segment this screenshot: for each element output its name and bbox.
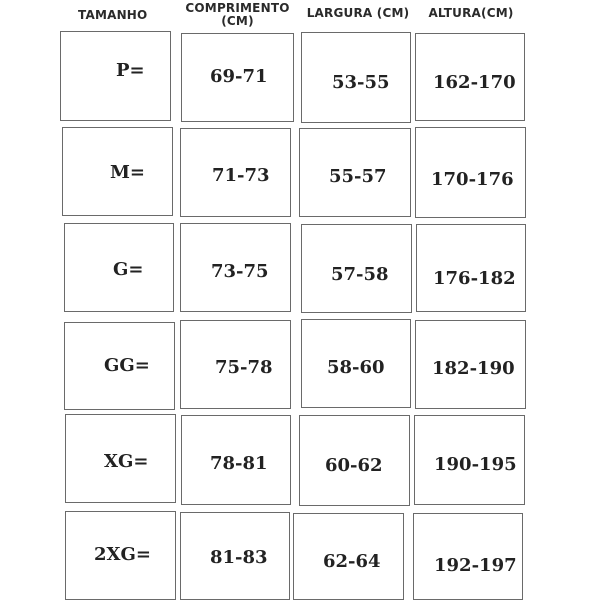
size-value: 2XG=	[94, 544, 151, 565]
length-value: 73-75	[211, 261, 269, 282]
size-value: G=	[113, 259, 144, 280]
length-value: 78-81	[210, 453, 268, 474]
size-value: P=	[116, 60, 145, 81]
size-value: M=	[110, 162, 146, 183]
size-value: GG=	[104, 355, 150, 376]
height-value: 176-182	[433, 268, 516, 289]
width-value: 60-62	[325, 455, 383, 476]
height-value: 170-176	[431, 169, 514, 190]
width-value: 53-55	[332, 72, 390, 93]
height-value: 190-195	[434, 454, 517, 475]
length-value: 69-71	[210, 66, 268, 87]
length-value: 71-73	[212, 165, 270, 186]
header-height: ALTURA(CM)	[428, 6, 514, 20]
length-value: 81-83	[210, 547, 268, 568]
header-size: TAMANHO	[78, 8, 148, 22]
header-length: COMPRIMENTO (CM)	[185, 1, 290, 28]
header-width: LARGURA (CM)	[306, 6, 410, 20]
height-value: 192-197	[434, 555, 517, 576]
size-value: XG=	[104, 451, 149, 472]
height-value: 182-190	[432, 358, 515, 379]
length-value: 75-78	[215, 357, 273, 378]
width-value: 55-57	[329, 166, 387, 187]
width-value: 58-60	[327, 357, 385, 378]
width-value: 57-58	[331, 264, 389, 285]
width-value: 62-64	[323, 551, 381, 572]
height-value: 162-170	[433, 72, 516, 93]
